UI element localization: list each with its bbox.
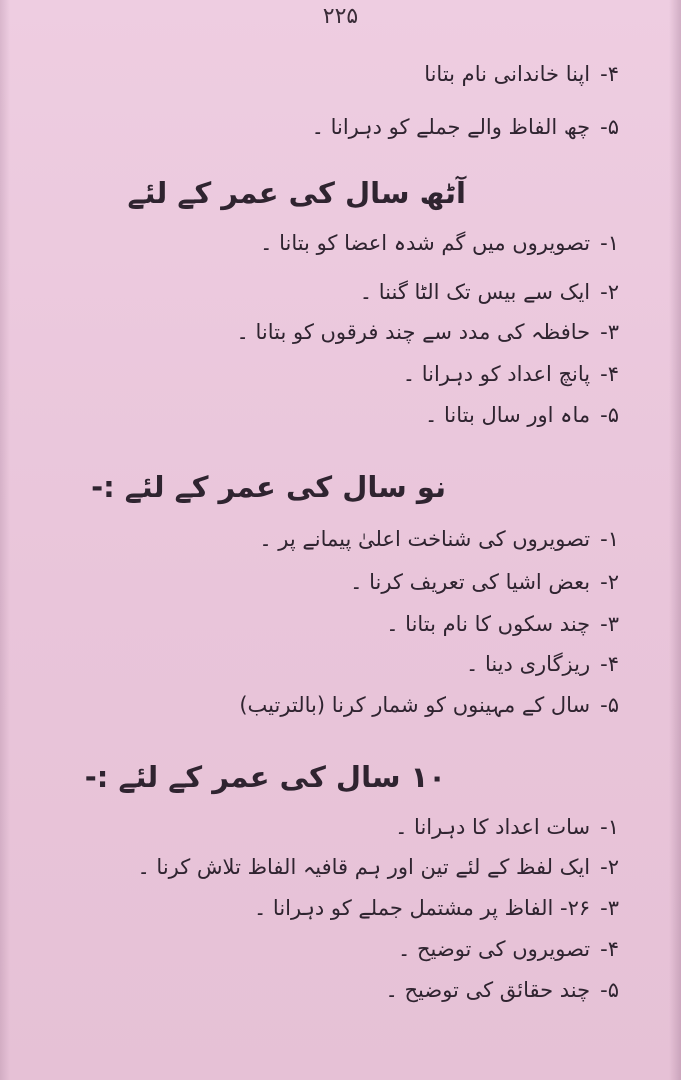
item-text: اپنا خاندانی نام بتانا <box>424 62 591 86</box>
section-heading-nine-years: نو سال کی عمر کے لئے :- <box>91 470 446 504</box>
list-item <box>386 612 619 636</box>
list-item <box>403 362 619 386</box>
item-text: ایک لفظ کے لئے تین اور ہم قافیہ الفاظ تلاش کرنا ۔ <box>137 855 591 879</box>
list-item <box>350 570 619 594</box>
item-text: ایک سے بیس تک الٹا گننا ۔ <box>359 280 591 304</box>
item-text: تصویروں کی توضیح ۔ <box>397 937 591 961</box>
item-text: چند سکوں کا نام بتانا ۔ <box>386 612 591 636</box>
list-item <box>360 280 619 304</box>
list-item <box>137 855 619 879</box>
item-number: ۳- <box>600 320 619 344</box>
item-text: بعض اشیا کی تعریف کرنا ۔ <box>350 570 591 594</box>
item-number: ۵- <box>600 978 619 1002</box>
list-item <box>425 403 619 427</box>
item-number: ۵- <box>600 115 619 139</box>
item-text: سات اعداد کا دہرانا ۔ <box>395 815 591 839</box>
item-text: تصویروں میں گم شدہ اعضا کو بتانا ۔ <box>260 231 591 255</box>
list-item <box>395 815 619 839</box>
list-item <box>386 978 620 1002</box>
item-number: ۱- <box>600 231 619 255</box>
item-number: ۲- <box>600 855 619 879</box>
page-right-shadow <box>669 0 681 1080</box>
item-number: ۳- <box>600 896 619 920</box>
item-number: ۲- <box>600 280 619 304</box>
item-text: تصویروں کی شناخت اعلیٰ پیمانے پر ۔ <box>259 527 591 551</box>
section-heading-eight-years: آٹھ سال کی عمر کے لئے <box>127 176 466 210</box>
item-text: حافظہ کی مدد سے چند فرقوں کو بتانا ۔ <box>236 320 591 344</box>
item-text: ماہ اور سال بتانا ۔ <box>424 403 591 427</box>
list-item <box>239 693 619 717</box>
list-item <box>259 527 619 551</box>
item-number: ۳- <box>600 612 619 636</box>
item-text: سال کے مہینوں کو شمار کرنا (بالترتیب) <box>239 693 591 717</box>
item-number: ۵- <box>600 693 619 717</box>
item-text: چند حقائق کی توضیح ۔ <box>385 978 591 1002</box>
item-number: ۴- <box>600 652 619 676</box>
list-item <box>466 652 619 676</box>
list-item <box>312 115 619 139</box>
item-number: ۱- <box>600 527 619 551</box>
section-heading-ten-years: ۱۰ سال کی عمر کے لئے :- <box>84 760 446 794</box>
item-text: چھ الفاظ والے جملے کو دہرانا ۔ <box>311 115 591 139</box>
list-item <box>254 896 619 920</box>
list-item <box>424 62 619 86</box>
item-number: ۵- <box>600 403 619 427</box>
item-number: ۴- <box>600 937 619 961</box>
item-number: ۴- <box>600 62 619 86</box>
item-text: ریزگاری دینا ۔ <box>466 652 591 676</box>
page-number: ۲۲۵ <box>322 4 359 29</box>
list-item <box>260 231 619 255</box>
item-text: ۲۶- الفاظ پر مشتمل جملے کو دہرانا ۔ <box>253 896 591 920</box>
page-left-shadow <box>0 0 10 1080</box>
list-item <box>237 320 620 344</box>
item-number: ۱- <box>600 815 619 839</box>
item-number: ۴- <box>600 362 619 386</box>
item-number: ۲- <box>600 570 619 594</box>
list-item <box>398 937 619 961</box>
item-text: پانچ اعداد کو دہرانا ۔ <box>402 362 591 386</box>
